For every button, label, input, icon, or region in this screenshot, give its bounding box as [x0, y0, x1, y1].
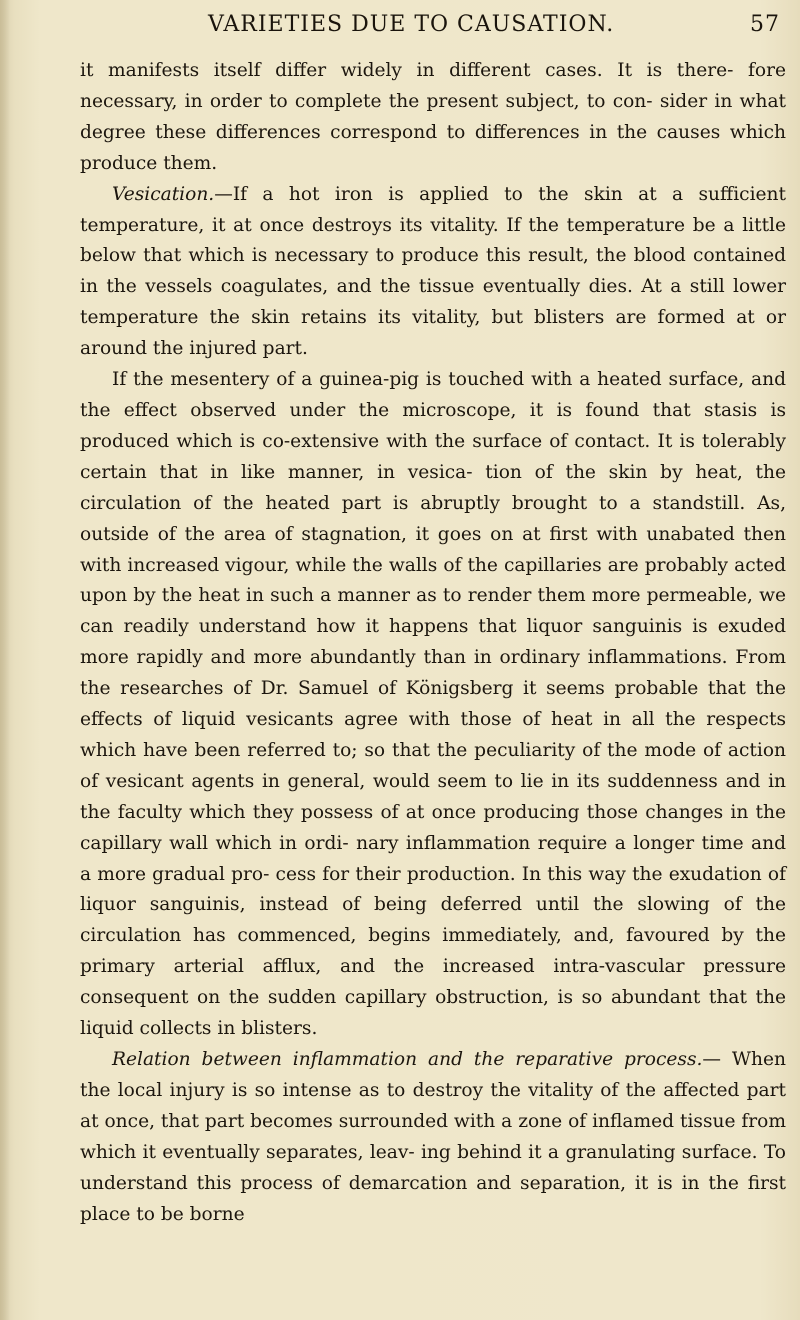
paragraph-vesication: [80, 180, 786, 365]
page-number: 57: [750, 12, 780, 37]
paragraph-continuation: [80, 56, 786, 180]
paragraph-text: —If a hot iron is applied to the skin at a sufficient temperature, it at once destroys its vitality. If the temperature be a little below that which is necessary to produce this result, the blood contained in the vessels coagulates, and the tissue eventually dies. At a still lower temperature the skin retains its vitality, but blisters are formed at or around the injured part.: [80, 183, 786, 360]
paragraph-text: If the mesentery of a guinea-pig is touched with a heated surface, and the effect observed under the microscope, it is found that stasis is produced which is co-extensive with the surface of contact. It is tolerably certain that in like manner, in vesica- tion of the skin by heat, the circulation of the heated part is abruptly brought to a standstill. As, outside of the area of stagnation, it goes on at first with unabated then with increased vigour, while the walls of the capillaries are probably acted upon by the heat in such a manner as to render them more permeable, we can readily understand how it happens that liquor sanguinis is exuded more rapidly and more abundantly than in ordinary inflammations. From the researches of Dr. Samuel of Königsberg it seems probable that the effects of liquid vesicants agree with those of heat in all the respects which have been referred to; so that the peculiarity of the mode of action of vesicant agents in general, would seem to lie in its suddenness and in the faculty which they possess of at once producing those changes in the capillary wall which in ordi- nary inflammation require a longer time and a more gradual pro- cess for their production. In this way the exudation of liquor sanguinis, instead of being deferred until the slowing of the circulation has commenced, begins immediately, and, favoured by the primary arterial afflux, and the increased intra-vascular pressure consequent on the sudden capillary obstruction, is so abundant that the liquid collects in blisters.: [80, 369, 786, 1040]
section-heading-relation: Relation between inflammation and the reparative process.: [112, 1049, 703, 1070]
section-heading-vesication: Vesication.: [112, 183, 215, 205]
paragraph-relation: [80, 1045, 786, 1230]
body-text: [80, 56, 786, 1230]
paragraph-text: it manifests itself differ widely in different cases. It is there- fore necessary, in order to complete the present subject, to con- sider in what degree these differences correspond to differences in the causes which produce them.: [80, 60, 786, 174]
page-header: [198, 4, 798, 42]
running-head: VARIETIES DUE TO CAUSATION.: [208, 12, 615, 37]
page-gutter-shadow: [0, 0, 10, 1320]
paragraph-text: — When the local injury is so intense as to destroy the vitality of the affected part at once, that part becomes surrounded with a zone of inflamed tissue from which it eventually separates, leav- ing behind it a granulating surface. To understand this process of demarcation and separation, it is in the first place to be borne: [80, 1049, 786, 1225]
paragraph-mesentery: [80, 365, 786, 1045]
